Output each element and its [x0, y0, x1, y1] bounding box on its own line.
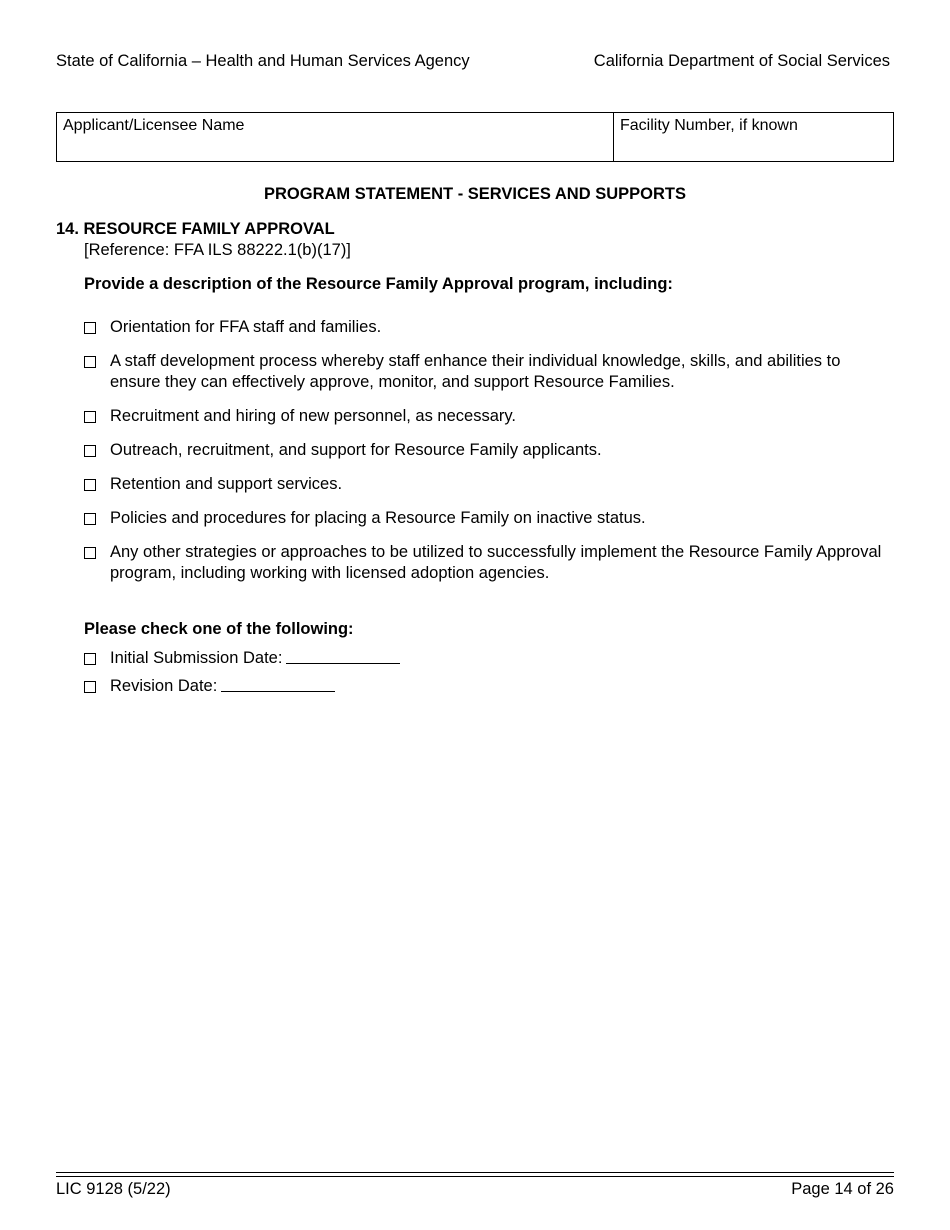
checklist-item — [84, 406, 884, 427]
checkbox[interactable] — [84, 445, 96, 457]
checklist-item — [84, 474, 884, 495]
submission-options — [84, 648, 400, 704]
description-checklist — [84, 317, 884, 597]
header-department: California Department of Social Services — [593, 52, 890, 70]
initial-submission-row — [84, 648, 400, 669]
header-agency: State of California – Health and Human Services Agency — [56, 52, 470, 70]
item-instruction: Provide a description of the Resource Family Approval program, including: — [84, 275, 673, 293]
form-id: LIC 9128 (5/22) — [56, 1180, 171, 1198]
revision-label: Revision Date: — [110, 677, 218, 695]
checkbox[interactable] — [84, 356, 96, 368]
checklist-item — [84, 508, 884, 529]
facility-number-label: Facility Number, if known — [620, 117, 798, 134]
checklist-item-label: Retention and support services. — [110, 475, 343, 493]
checklist-item-label: Recruitment and hiring of new personnel, as necessary. — [110, 407, 516, 425]
item-reference: [Reference: FFA ILS 88222.1(b)(17)] — [84, 241, 351, 259]
checkbox[interactable] — [84, 322, 96, 334]
revision-date-field[interactable] — [221, 676, 335, 692]
page-number: Page 14 of 26 — [791, 1180, 894, 1198]
checklist-item — [84, 317, 884, 338]
section-title: PROGRAM STATEMENT - SERVICES AND SUPPORTS — [263, 185, 686, 203]
checkbox[interactable] — [84, 547, 96, 559]
submission-prompt: Please check one of the following: — [84, 620, 354, 638]
footer-divider — [56, 1176, 894, 1177]
checkbox[interactable] — [84, 411, 96, 423]
item-heading: 14. RESOURCE FAMILY APPROVAL — [56, 220, 335, 238]
facility-number-field[interactable] — [614, 113, 893, 161]
revision-row — [84, 676, 400, 697]
checkbox[interactable] — [84, 513, 96, 525]
revision-checkbox[interactable] — [84, 681, 96, 693]
initial-submission-label: Initial Submission Date: — [110, 649, 283, 667]
checkbox[interactable] — [84, 479, 96, 491]
checklist-item-label: Policies and procedures for placing a Resource Family on inactive status. — [110, 509, 646, 527]
applicant-facility-table — [56, 112, 894, 162]
applicant-name-field[interactable] — [57, 113, 614, 161]
applicant-name-label: Applicant/Licensee Name — [63, 117, 245, 134]
checklist-item — [84, 351, 884, 393]
checklist-item-label: A staff development process whereby staff enhance their individual knowledge, skills, and abilities to ensure they can effectively approve, monitor, and support Resource Families. — [110, 352, 841, 391]
checklist-item-label: Outreach, recruitment, and support for Resource Family applicants. — [110, 441, 602, 459]
checklist-item-label: Any other strategies or approaches to be utilized to successfully implement the Resource Family Approval program, including working with licensed adoption agencies. — [110, 543, 882, 582]
checklist-item — [84, 542, 884, 584]
checklist-item-label: Orientation for FFA staff and families. — [110, 318, 382, 336]
footer-divider — [56, 1172, 894, 1173]
checklist-item — [84, 440, 884, 461]
initial-submission-date-field[interactable] — [286, 648, 400, 664]
initial-submission-checkbox[interactable] — [84, 653, 96, 665]
